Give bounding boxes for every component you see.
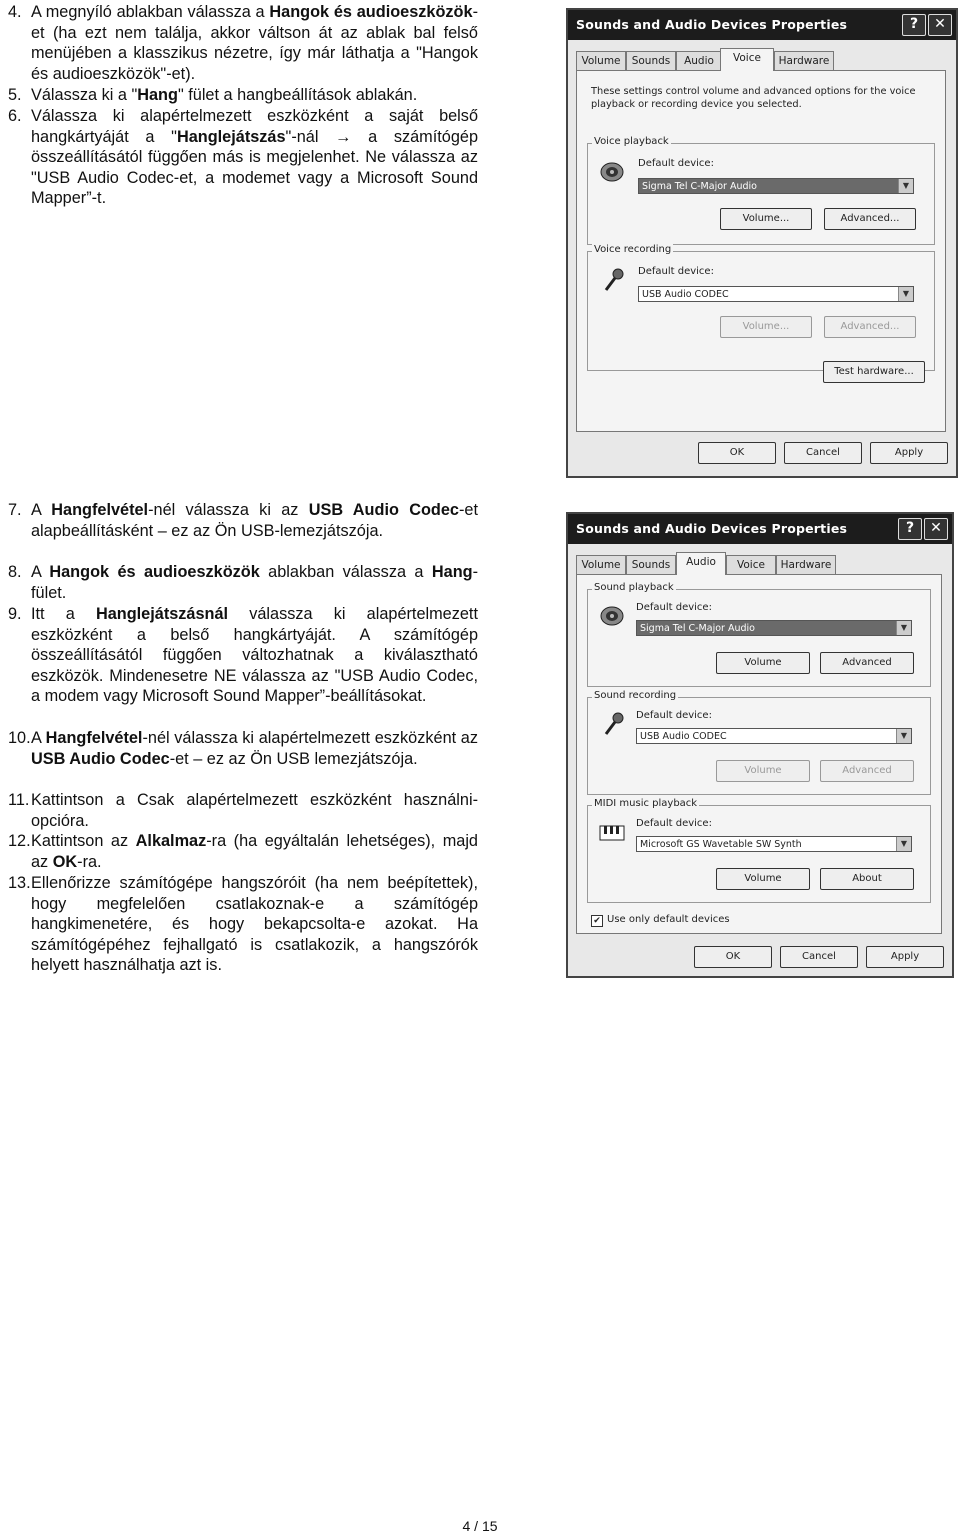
microphone-icon [600, 710, 628, 738]
recording-advanced-button[interactable]: Advanced... [824, 316, 916, 338]
step-text: A Hangok és audioeszközök ablakban válassza a Hang-fület. [31, 563, 478, 602]
instruction-step [8, 873, 478, 976]
page-number: 4 / 15 [462, 1518, 498, 1534]
tab-hardware[interactable]: Hardware [776, 555, 836, 574]
apply-button[interactable]: Apply [866, 946, 944, 968]
recording-default-label: Default device: [636, 710, 712, 721]
step-number: 6. [8, 107, 22, 125]
test-hardware-button[interactable]: Test hardware... [823, 361, 925, 383]
step-text: Válassza ki a "Hang" fület a hangbeállítások ablakán. [31, 86, 418, 104]
instruction-step [8, 500, 478, 541]
tab-hardware[interactable]: Hardware [774, 51, 834, 70]
group-title: Voice playback [594, 136, 669, 147]
step-number: 8. [8, 563, 22, 581]
tab-voice[interactable]: Voice [726, 555, 776, 574]
voice-playback-group [587, 136, 935, 245]
microphone-icon [600, 266, 628, 294]
speaker-icon [598, 600, 626, 628]
dialog-titlebar [568, 10, 956, 40]
chevron-down-icon: ▼ [896, 621, 911, 635]
sound-playback-group [587, 582, 931, 687]
apply-button[interactable]: Apply [870, 442, 948, 464]
chevron-down-icon: ▼ [896, 837, 911, 851]
chevron-down-icon: ▼ [898, 179, 913, 193]
group-title: Sound playback [594, 582, 674, 593]
step-text: Itt a Hanglejátszásnál válassza ki alapértelmezett eszközként a belső hangkártyáját. A számítógép összeállításától függően változhatnak a kiválasztható eszközök. Mindenesetre NE válassza az "USB Audio Codec, a modem vagy Microsoft Sound Mapper”-beállításokat. [31, 605, 478, 706]
close-button[interactable]: ✕ [928, 14, 952, 36]
step-number: 10. [8, 729, 31, 747]
tab-volume[interactable]: Volume [576, 555, 626, 574]
sound-properties-dialog-voice [566, 8, 958, 478]
sound-properties-dialog-audio [566, 512, 954, 978]
help-button[interactable]: ? [902, 14, 926, 36]
recording-device-select[interactable] [638, 286, 914, 302]
group-title: Sound recording [594, 690, 677, 701]
selected-value: USB Audio CODEC [642, 289, 729, 300]
playback-device-select[interactable] [636, 620, 912, 636]
step-number: 11. [8, 791, 30, 809]
midi-device-select[interactable] [636, 836, 912, 852]
recording-advanced-button[interactable]: Advanced [820, 760, 914, 782]
speaker-icon [598, 156, 626, 184]
recording-default-label: Default device: [638, 266, 714, 277]
playback-device-select[interactable] [638, 178, 914, 194]
chevron-down-icon: ▼ [898, 287, 913, 301]
dialog-title: Sounds and Audio Devices Properties [576, 17, 848, 32]
instruction-step [8, 604, 478, 707]
tab-sounds[interactable]: Sounds [626, 555, 676, 574]
use-only-default-checkbox[interactable]: ✔ [591, 915, 603, 927]
midi-playback-group [587, 798, 931, 903]
instruction-step [8, 831, 478, 872]
recording-volume-button[interactable]: Volume [716, 760, 810, 782]
tab-audio[interactable]: Audio [676, 552, 726, 575]
selected-value: Sigma Tel C-Major Audio [640, 623, 755, 634]
cancel-button[interactable]: Cancel [780, 946, 858, 968]
dialog-titlebar [568, 514, 952, 544]
step-number: 7. [8, 501, 22, 519]
playback-default-label: Default device: [638, 158, 714, 169]
tab-panel [576, 574, 942, 934]
step-text: A Hangfelvétel-nél válassza ki alapértelmezett eszközként az USB Audio Codec-et – ez az Ön USB lemezjátszója. [31, 729, 479, 768]
step-text: Válassza ki alapértelmezett eszközként a saját belső hangkártyáját a "Hanglejátszás"-nál → a számítógép összeállításától függően más is megjelenhet. Ne válassza az "USB Audio Codec-et, a modemet vagy a Microsoft Sound Mapper”-t. [31, 107, 479, 208]
selected-value: USB Audio CODEC [640, 731, 727, 742]
help-button[interactable]: ? [898, 518, 922, 540]
ok-button[interactable]: OK [698, 442, 776, 464]
step-text: A megnyíló ablakban válassza a Hangok és audioeszközök-et (ha ezt nem találja, akkor váltson át az ablak bal felső menüjében a klasszikus nézetre, így már láthatja a "Hangok és audioeszközök"-et). [31, 3, 478, 83]
group-title: Voice recording [594, 244, 672, 255]
playback-advanced-button[interactable]: Advanced [820, 652, 914, 674]
instruction-step [8, 562, 478, 603]
tab-audio[interactable]: Audio [676, 51, 722, 70]
step-text: A Hangfelvétel-nél válassza ki az USB Audio Codec-et alapbeállításként – ez az Ön USB-lemezjátszója. [31, 501, 478, 540]
tab-sounds[interactable]: Sounds [626, 51, 676, 70]
playback-volume-button[interactable]: Volume [716, 652, 810, 674]
chevron-down-icon: ▼ [896, 729, 911, 743]
sound-recording-group [587, 690, 931, 795]
midi-about-button[interactable]: About [820, 868, 914, 890]
selected-value: Microsoft GS Wavetable SW Synth [640, 839, 802, 850]
instruction-step [8, 2, 478, 84]
ok-button[interactable]: OK [694, 946, 772, 968]
instruction-step [8, 728, 478, 769]
step-number: 9. [8, 605, 22, 623]
close-button[interactable]: ✕ [924, 518, 948, 540]
selected-value: Sigma Tel C-Major Audio [642, 181, 757, 192]
playback-advanced-button[interactable]: Advanced... [824, 208, 916, 230]
dialog-title: Sounds and Audio Devices Properties [576, 521, 848, 536]
step-text: Kattintson a Csak alapértelmezett eszközként használni-opcióra. [31, 791, 478, 830]
playback-volume-button[interactable]: Volume... [720, 208, 812, 230]
description-text: These settings control volume and advanced options for the voice playback or recording device you selected. [591, 86, 916, 110]
voice-recording-group [587, 244, 935, 371]
step-number: 13. [8, 874, 31, 892]
group-title: MIDI music playback [594, 798, 698, 809]
use-only-default-label: Use only default devices [607, 914, 730, 925]
step-number: 12. [8, 832, 31, 850]
music-keyboard-icon [598, 818, 626, 846]
step-text: Kattintson az Alkalmaz-ra (ha egyáltalán lehetséges), majd az OK-ra. [31, 832, 478, 871]
instruction-step [8, 790, 478, 831]
step-number: 4. [8, 3, 22, 21]
tab-volume[interactable]: Volume [576, 51, 626, 70]
instruction-step [8, 85, 478, 106]
midi-volume-button[interactable]: Volume [716, 868, 810, 890]
midi-default-label: Default device: [636, 818, 712, 829]
recording-device-select[interactable] [636, 728, 912, 744]
instruction-step [8, 106, 478, 209]
tab-voice[interactable]: Voice [720, 48, 774, 71]
step-text: Ellenőrizze számítógépe hangszóróit (ha nem beépítettek), hogy megfelelően csatlakoznak-e a számítógép hangkimenetére, és hogy bekapcsolta-e azokat. Ha számítógépéhez fejhallgató is csatlakozik, a hangszórók helyett használhatja azt is. [31, 874, 478, 975]
playback-default-label: Default device: [636, 602, 712, 613]
recording-volume-button[interactable]: Volume... [720, 316, 812, 338]
step-number: 5. [8, 86, 22, 104]
cancel-button[interactable]: Cancel [784, 442, 862, 464]
tab-panel [576, 70, 946, 432]
